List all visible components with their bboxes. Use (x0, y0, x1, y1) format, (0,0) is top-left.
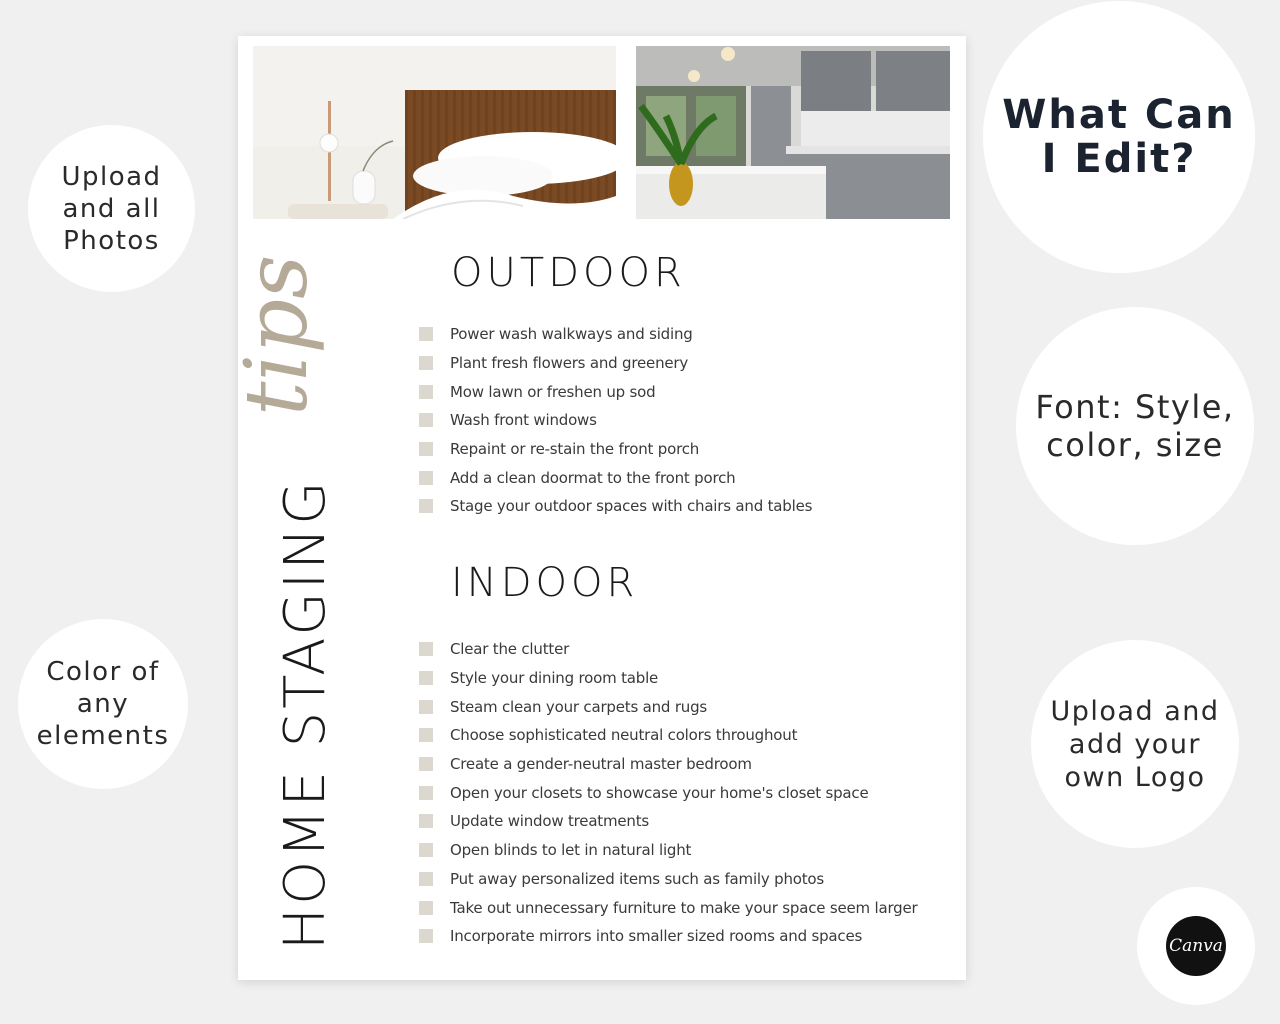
bubble-line: Photos (63, 225, 160, 256)
tips-script-title: tips (227, 254, 327, 416)
upload-photos-bubble (28, 125, 195, 292)
list-item (419, 893, 917, 922)
canva-bubble (1137, 887, 1255, 1005)
bubble-line: any (76, 689, 130, 719)
list-item (419, 635, 917, 664)
list-item (419, 750, 917, 779)
checkbox[interactable] (419, 786, 433, 800)
list-item-text: Update window treatments (450, 812, 650, 831)
checkbox[interactable] (419, 471, 433, 485)
font-style-bubble (1016, 307, 1254, 545)
list-item (419, 492, 812, 521)
list-item-text: Repaint or re-stain the front porch (450, 440, 700, 459)
list-item (419, 349, 812, 378)
checkbox[interactable] (419, 929, 433, 943)
outdoor-checklist (419, 320, 812, 521)
list-item-text: Power wash walkways and siding (450, 325, 693, 344)
upload-logo-bubble (1031, 640, 1239, 848)
list-item-text: Stage your outdoor spaces with chairs and tables (450, 497, 813, 516)
list-item-text: Wash front windows (450, 411, 597, 430)
bubble-line: own Logo (1064, 761, 1206, 793)
list-item-text: Take out unnecessary furniture to make your space seem larger (450, 898, 918, 917)
list-item (419, 836, 917, 865)
bubble-line: Upload (61, 161, 162, 192)
list-item (419, 865, 917, 894)
list-item-text: Add a clean doormat to the front porch (450, 468, 736, 487)
color-elements-bubble (18, 619, 188, 789)
bubble-line: What Can (1002, 92, 1236, 138)
list-item (419, 778, 917, 807)
list-item-text: Plant fresh flowers and greenery (450, 354, 689, 373)
list-item-text: Choose sophisticated neutral colors throughout (450, 726, 798, 745)
checkbox[interactable] (419, 356, 433, 370)
list-item (419, 435, 812, 464)
list-item (419, 721, 917, 750)
list-item-text: Put away personalized items such as family photos (450, 869, 825, 888)
checkbox[interactable] (419, 843, 433, 857)
kitchen-photo (636, 46, 950, 219)
flyer-page (227, 36, 966, 980)
checkbox[interactable] (419, 700, 433, 714)
checkbox[interactable] (419, 327, 433, 341)
checkbox[interactable] (419, 872, 433, 886)
list-item (419, 692, 917, 721)
list-item (419, 807, 917, 836)
checkbox[interactable] (419, 671, 433, 685)
canva-logo: Canva (1166, 916, 1226, 976)
checkbox[interactable] (419, 728, 433, 742)
list-item-text: Open blinds to let in natural light (450, 841, 692, 860)
bubble-line: Font: Style, (1035, 388, 1235, 426)
list-item (419, 377, 812, 406)
bubble-line: I Edit? (1041, 136, 1197, 182)
home-staging-title: HOME STAGING (273, 478, 338, 950)
indoor-heading: INDOOR (451, 560, 639, 606)
list-item (419, 406, 812, 435)
bubble-line: Upload and (1050, 695, 1220, 727)
bubble-line: Color of (46, 657, 160, 687)
list-item-text: Create a gender-neutral master bedroom (450, 755, 752, 774)
bubble-line: and all (62, 193, 161, 224)
list-item (419, 922, 917, 951)
checkbox[interactable] (419, 642, 433, 656)
checkbox[interactable] (419, 442, 433, 456)
list-item-text: Style your dining room table (450, 669, 659, 688)
bubble-line: add your (1068, 728, 1202, 760)
outdoor-heading: OUTDOOR (451, 250, 686, 296)
list-item-text: Mow lawn or freshen up sod (450, 382, 656, 401)
list-item-text: Clear the clutter (450, 640, 570, 659)
checkbox[interactable] (419, 901, 433, 915)
what-can-i-edit-bubble (983, 1, 1255, 273)
list-item (419, 320, 812, 349)
checkbox[interactable] (419, 413, 433, 427)
list-item (419, 664, 917, 693)
list-item (419, 463, 812, 492)
list-item-text: Incorporate mirrors into smaller sized rooms and spaces (450, 927, 863, 946)
checkbox[interactable] (419, 385, 433, 399)
checkbox[interactable] (419, 757, 433, 771)
list-item-text: Steam clean your carpets and rugs (450, 697, 708, 716)
bubble-line: color, size (1046, 426, 1224, 464)
checkbox[interactable] (419, 814, 433, 828)
list-item-text: Open your closets to showcase your home's closet space (450, 783, 869, 802)
bedroom-photo (253, 46, 616, 219)
checkbox[interactable] (419, 499, 433, 513)
bubble-line: elements (36, 721, 170, 751)
indoor-checklist (419, 635, 917, 951)
